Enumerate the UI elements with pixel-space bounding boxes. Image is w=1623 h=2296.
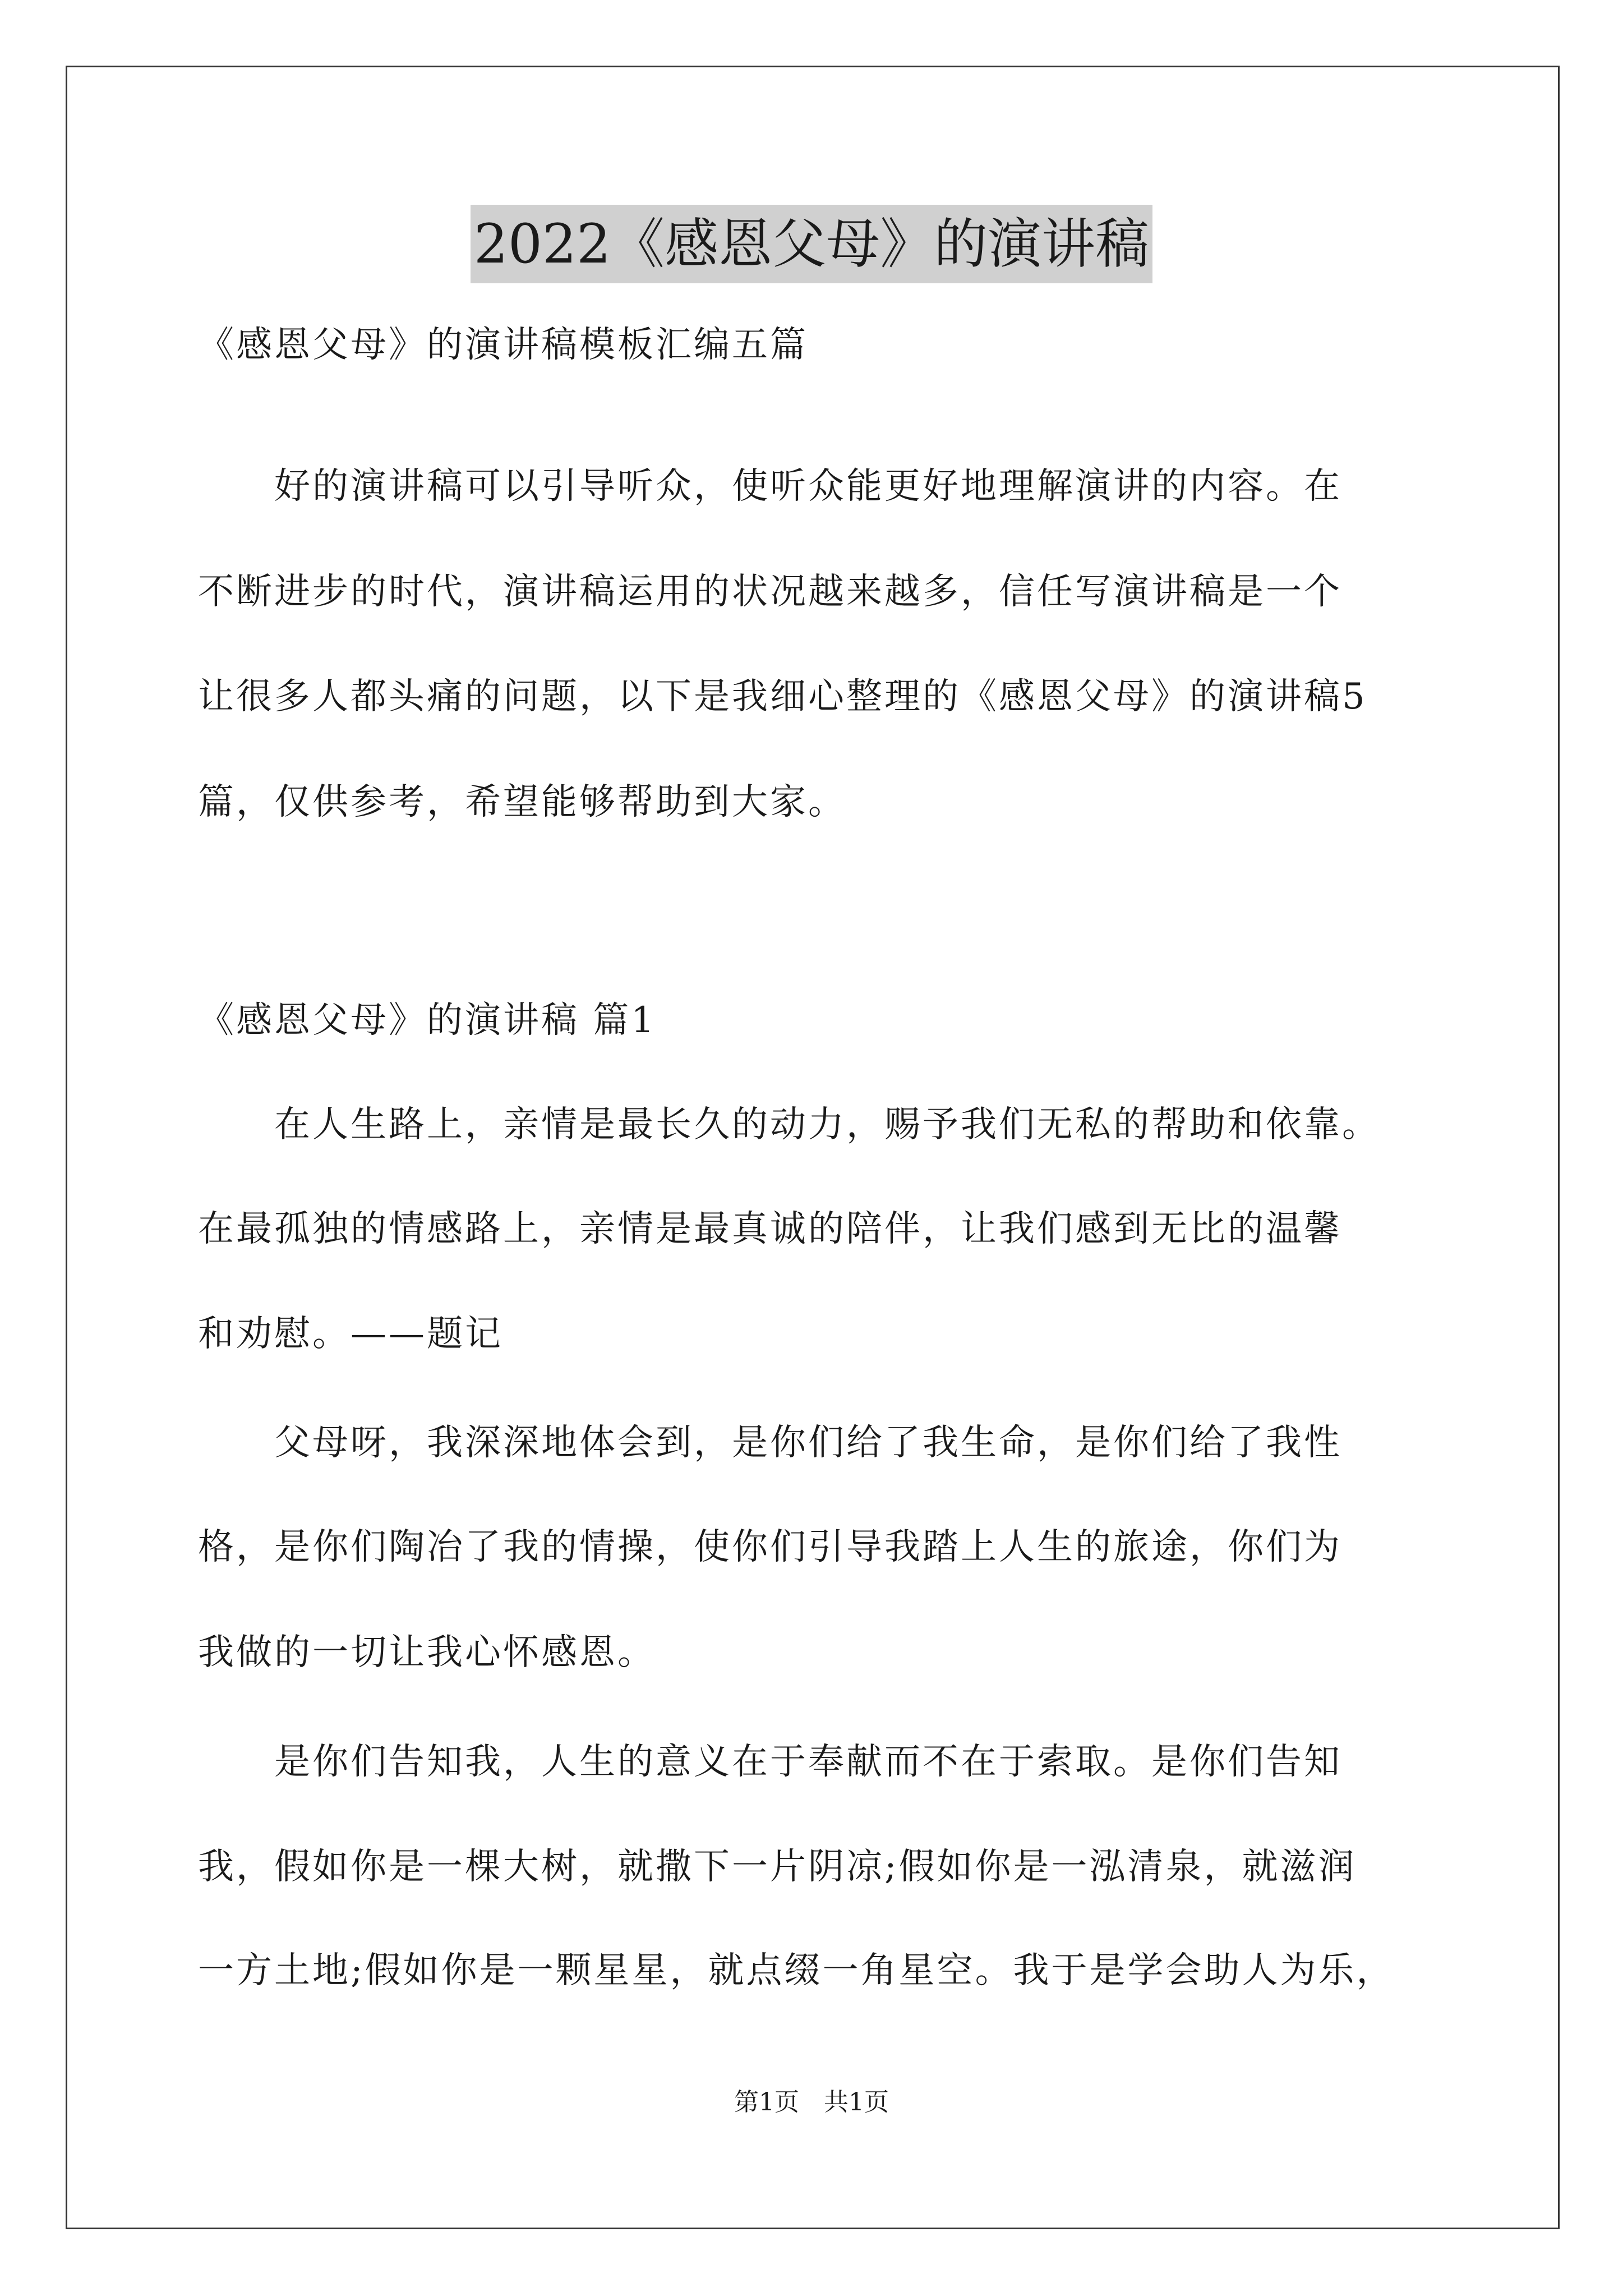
paragraph-line: 在人生路上，亲情是最长久的动力，赐予我们无私的帮助和依靠。	[198, 1104, 1380, 1145]
section-heading: 《感恩父母》的演讲稿 篇1	[198, 1000, 657, 1041]
paragraph-line: 在最孤独的情感路上，亲情是最真诚的陪伴，让我们感到无比的温馨	[198, 1208, 1342, 1250]
paragraph-line: 好的演讲稿可以引导听众，使听众能更好地理解演讲的内容。在	[198, 466, 1342, 507]
paragraph-line: 让很多人都头痛的问题，以下是我细心整理的《感恩父母》的演讲稿5	[198, 676, 1367, 717]
title-container	[0, 205, 1623, 283]
paragraph-line: 和劝慰。——题记	[198, 1313, 503, 1355]
paragraph-line: 不断进步的时代，演讲稿运用的状况越来越多，信任写演讲稿是一个	[198, 571, 1342, 613]
paragraph-line: 一方土地;假如你是一颗星星，就点缀一角星空。我于是学会助人为乐，	[198, 1950, 1395, 1991]
paragraph-line: 我做的一切让我心怀感恩。	[198, 1632, 656, 1673]
document-title: 2022《感恩父母》的演讲稿	[471, 205, 1152, 283]
paragraph-line: 篇，仅供参考，希望能够帮助到大家。	[198, 781, 846, 823]
paragraph-line: 是你们告知我，人生的意义在于奉献而不在于索取。是你们告知	[198, 1741, 1342, 1783]
paragraph-line: 我，假如你是一棵大树，就撒下一片阴凉;假如你是一泓清泉，就滋润	[198, 1846, 1357, 1888]
paragraph-line: 格，是你们陶冶了我的情操，使你们引导我踏上人生的旅途，你们为	[198, 1526, 1342, 1568]
page-footer: 第1页 共1页	[734, 2088, 889, 2116]
paragraph-line: 父母呀，我深深地体会到，是你们给了我生命，是你们给了我性	[198, 1422, 1342, 1464]
subtitle-line: 《感恩父母》的演讲稿模板汇编五篇	[198, 324, 808, 366]
